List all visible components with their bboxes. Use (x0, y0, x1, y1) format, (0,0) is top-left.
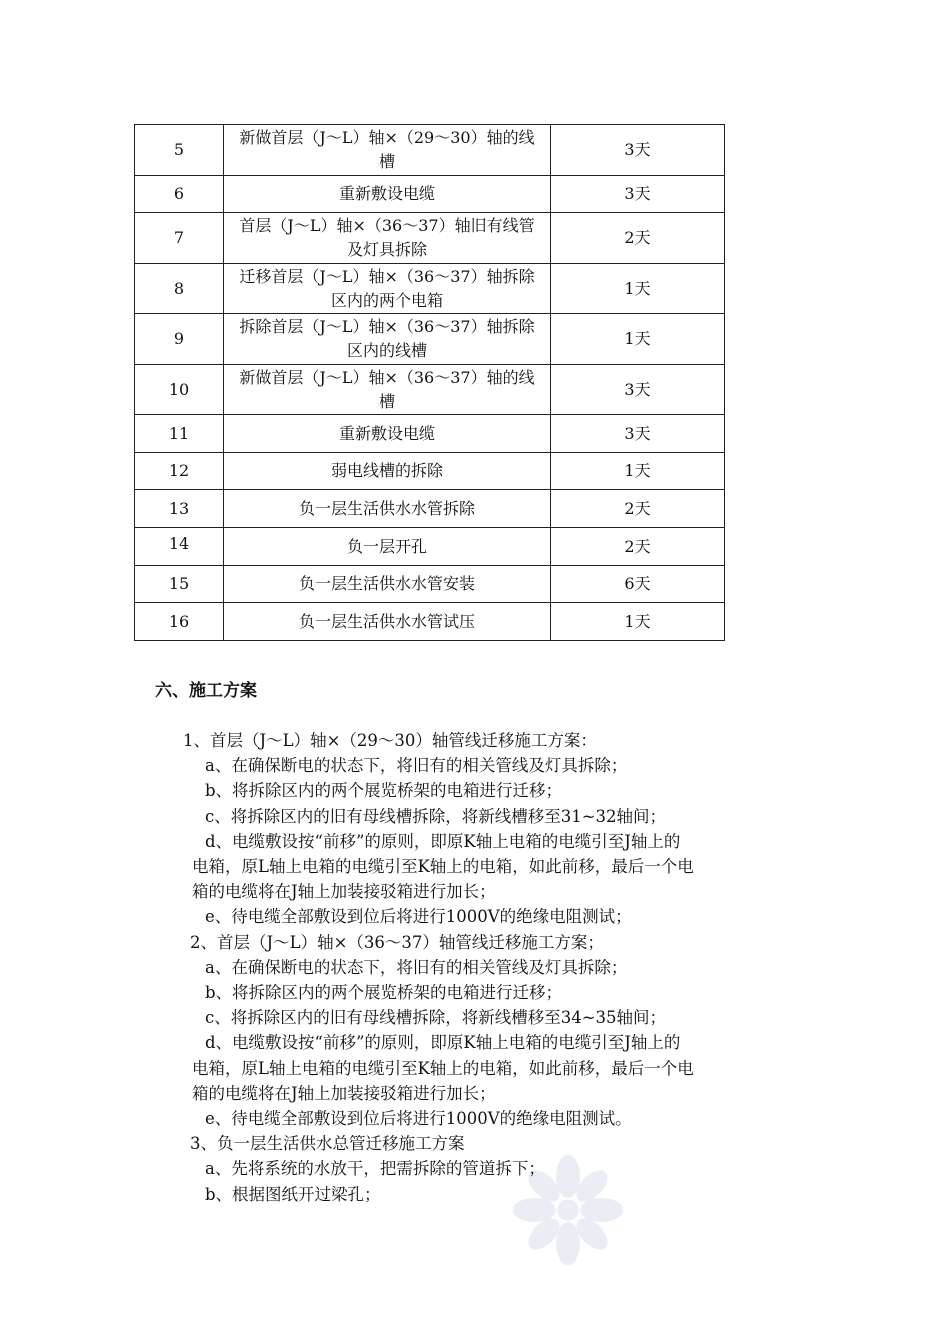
row-number: 7 (135, 213, 224, 264)
row-number: 12 (135, 453, 224, 490)
row-number: 13 (135, 490, 224, 528)
plan-item-heading: 1、首层（J～L）轴×（29～30）轴管线迁移施工方案： (183, 731, 597, 750)
row-number: 9 (135, 314, 224, 365)
task-cell (224, 490, 551, 528)
task-cell (224, 314, 551, 365)
task-text: 负一层生活供水水管拆除 (298, 498, 475, 518)
plan-item-heading: 2、首层（J～L）轴×（36～37）轴管线迁移施工方案； (190, 932, 604, 952)
task-text: 负一层生活供水水管安装 (298, 574, 475, 593)
plan-step-continuation: 电箱，原L轴上电箱的电缆引至K轴上的电箱，如此前移，最后一个电 (192, 857, 694, 877)
table-row (135, 528, 725, 566)
duration-cell: 2天 (551, 490, 725, 528)
table-row (135, 603, 725, 641)
duration-cell: 6天 (551, 566, 725, 603)
plan-step-continuation: 箱的电缆将在J轴上加装接驳箱进行加长； (192, 1083, 496, 1103)
task-text: 弱电线槽的拆除 (330, 461, 443, 480)
task-text: 新做首层（J～L）轴×（29～30）轴的线槽 (239, 128, 535, 171)
section-heading: 六、施工方案 (155, 681, 257, 701)
table-row (135, 213, 725, 264)
row-number: 8 (135, 264, 224, 314)
task-cell (224, 603, 551, 641)
row-number: 15 (135, 566, 224, 603)
plan-step: d、电缆敷设按“前移”的原则，即原K轴上电箱的电缆引至J轴上的 (205, 1033, 681, 1053)
duration-cell: 3天 (551, 415, 725, 453)
duration-cell: 2天 (551, 528, 725, 566)
task-text: 首层（J～L）轴×（36～37）轴旧有线管及灯具拆除 (239, 216, 535, 259)
plan-step: b、将拆除区内的两个展览桥架的电箱进行迁移； (205, 781, 563, 801)
task-text: 负一层开孔 (346, 536, 427, 556)
task-cell (224, 264, 551, 314)
table-row (135, 176, 725, 213)
row-number: 5 (135, 125, 224, 176)
task-text: 重新敷设电缆 (338, 184, 435, 203)
task-cell (224, 213, 551, 264)
plan-step: a、在确保断电的状态下，将旧有的相关管线及灯具拆除； (205, 756, 628, 776)
task-text: 重新敷设电缆 (338, 423, 435, 443)
table-row (135, 264, 725, 314)
plan-step: a、先将系统的水放干，把需拆除的管道拆下； (205, 1159, 545, 1179)
task-cell (224, 453, 551, 490)
row-number: 6 (135, 176, 224, 213)
task-cell (224, 176, 551, 213)
duration-cell: 3天 (551, 125, 725, 176)
duration-cell: 1天 (551, 314, 725, 365)
construction-plan-body (150, 728, 830, 1207)
table-row (135, 415, 725, 453)
plan-step: b、根据图纸开过梁孔； (205, 1184, 381, 1204)
table-row (135, 453, 725, 490)
row-number: 14 (135, 528, 224, 566)
plan-step: c、将拆除区内的旧有母线槽拆除，将新线槽移至31~32轴间； (205, 806, 667, 826)
schedule-table (134, 124, 725, 641)
duration-cell: 3天 (551, 176, 725, 213)
duration-cell: 1天 (551, 603, 725, 641)
table-row (135, 314, 725, 365)
plan-step: e、待电缆全部敷设到位后将进行1000V的绝缘电阻测试。 (205, 1109, 632, 1129)
plan-step: c、将拆除区内的旧有母线槽拆除，将新线槽移至34~35轴间； (205, 1008, 667, 1028)
task-cell (224, 415, 551, 453)
plan-step-continuation: 箱的电缆将在J轴上加装接驳箱进行加长； (192, 882, 496, 902)
task-cell (224, 365, 551, 415)
duration-cell: 1天 (551, 453, 725, 490)
plan-step: d、电缆敷设按“前移”的原则，即原K轴上电箱的电缆引至J轴上的 (205, 831, 681, 851)
plan-step-continuation: 电箱，原L轴上电箱的电缆引至K轴上的电箱，如此前移，最后一个电 (192, 1058, 694, 1078)
plan-step: b、将拆除区内的两个展览桥架的电箱进行迁移； (205, 983, 563, 1003)
duration-cell: 3天 (551, 365, 725, 415)
plan-step: e、待电缆全部敷设到位后将进行1000V的绝缘电阻测试； (205, 907, 632, 927)
task-cell (224, 125, 551, 176)
duration-cell: 1天 (551, 264, 725, 314)
task-text: 新做首层（J～L）轴×（36～37）轴的线槽 (239, 367, 535, 411)
table-row (135, 365, 725, 415)
table-row (135, 490, 725, 528)
task-cell (224, 566, 551, 603)
task-text: 迁移首层（J～L）轴×（36～37）轴拆除区内的两个电箱 (239, 266, 535, 310)
plan-item-heading: 3、负一层生活供水总管迁移施工方案 (190, 1134, 465, 1154)
plan-step: a、在确保断电的状态下，将旧有的相关管线及灯具拆除； (205, 957, 628, 977)
row-number: 10 (135, 365, 224, 415)
task-cell (224, 528, 551, 566)
row-number: 11 (135, 415, 224, 453)
duration-cell: 2天 (551, 213, 725, 264)
task-text: 拆除首层（J～L）轴×（36～37）轴拆除区内的线槽 (239, 317, 535, 360)
table-row (135, 125, 725, 176)
table-row (135, 566, 725, 603)
task-text: 负一层生活供水水管试压 (298, 611, 475, 631)
row-number: 16 (135, 603, 224, 641)
